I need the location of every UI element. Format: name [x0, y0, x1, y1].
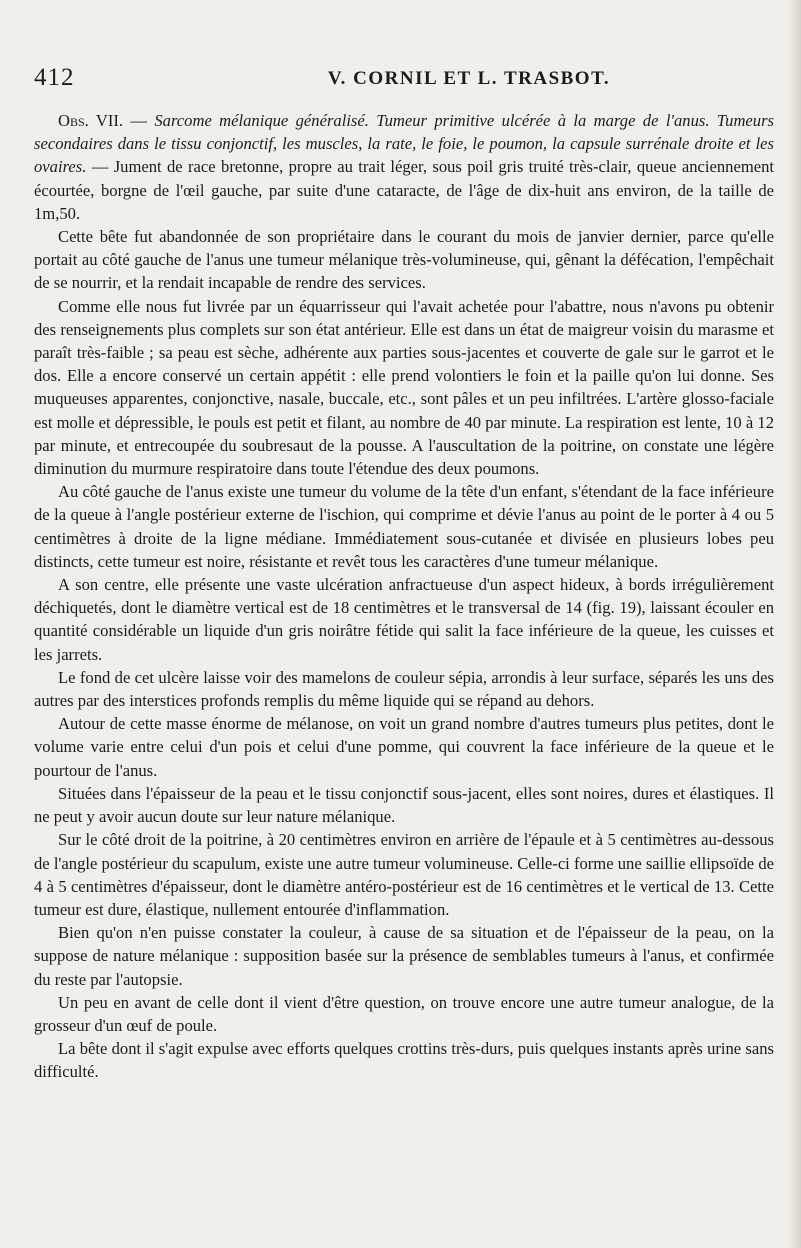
paragraph: Bien qu'on n'en puisse constater la couleur, à cause de sa situation et de l'épaisseur de la peau, on la suppose de nature mélanique : supposition basée sur la présence de semblables tumeurs à l'anus, et confirmée du reste par l'autopsie.: [34, 923, 774, 989]
paragraph: Cette bête fut abandonnée de son propriétaire dans le courant du mois de janvier dernier, parce qu'elle portait au côté gauche de l'anus une tumeur mélanique très-volumineuse, qui, gênant la défécation, l'empêchait de se nourrir, et la rendait incapable de rendre des services.: [34, 227, 774, 293]
paragraph: La bête dont il s'agit expulse avec efforts quelques crottins très-durs, puis quelques instants après urine sans difficulté.: [34, 1039, 774, 1082]
paragraph: Sur le côté droit de la poitrine, à 20 centimètres environ en arrière de l'épaule et à 5 centimètres au-dessous de l'angle postérieur du scapulum, existe une autre tumeur volumineuse. Celle-ci forme une saillie ellipsoïde de 4 à 5 centimètres d'épaisseur, dont le diamètre antéro-postérieur est de 16 centimètres et le vertical de 13. Cette tumeur est dure, élastique, nullement entourée d'inflammation.: [34, 830, 774, 919]
observation-title: Sarcome mélanique généralisé. Tumeur primitive ulcérée à la marge de l'anus. Tumeurs secondaires dans le tissu conjonctif, les muscles, la rate, le foie, le poumon, la capsule surrénale droite et les ovaires.: [34, 111, 774, 177]
paragraph: Comme elle nous fut livrée par un équarrisseur qui l'avait achetée pour l'abattre, nous n'avons pu obtenir des renseignements plus complets sur son état antérieur. Elle est dans un état de maigreur voisin du marasme et paraît très-faible ; sa peau est sèche, adhérente aux parties sous-jacentes et couverte de gale sur le garrot et le dos. Elle a encore conservé un certain appétit : elle prend volontiers le foin et la paille qu'on lui donne. Ses muqueuses apparentes, conjonctive, nasale, buccale, etc., sont pâles et un peu infiltrées. L'artère glosso-faciale est molle et dépressible, le pouls est petit et filant, au nombre de 40 par minute. La respiration est lente, 10 à 12 par minute, et entrecoupée du soubresaut de la pousse. A l'auscultation de la poitrine, on constate une légère diminution du murmure respiratoire dans toute l'étendue des deux poumons.: [34, 296, 774, 479]
paragraph: Autour de cette masse énorme de mélanose, on voit un grand nombre d'autres tumeurs plus petites, dont le volume varie entre celui d'un pois et celui d'une pomme, qui couvrent la face inférieure de la queue et le pourtour de l'anus.: [34, 714, 774, 780]
observation-intro: — Jument de race bretonne, propre au trait léger, sous poil gris truité très-clair, queue anciennement écourtée, borgne de l'œil gauche, par suite d'une cataracte, de l'âge de dix-huit ans environ, de la taille de 1m,50.: [34, 157, 774, 223]
page-edge-shadow: [787, 0, 801, 1248]
observation-paragraph: [34, 109, 774, 225]
paragraph: A son centre, elle présente une vaste ulcération anfractueuse d'un aspect hideux, à bords irrégulièrement déchiquetés, dont le diamètre vertical est de 18 centimètres et le transversal de 14 (fig. 19), laissant écouler en quantité considérable un liquide d'un gris noirâtre fétide qui salit la face inférieure de la queue, les cuisses et les jarrets.: [34, 575, 774, 664]
paragraph: Au côté gauche de l'anus existe une tumeur du volume de la tête d'un enfant, s'étendant de la face inférieure de la queue à l'angle postérieur externe de l'ischion, qui comprime et dévie l'anus au point de le porter à 4 ou 5 centimètres à droite de la ligne médiane. Immédiatement sous-cutanée et divisée en plusieurs lobes peu distincts, cette tumeur est noire, résistante et revêt tous les caractères d'une tumeur mélanique.: [34, 482, 774, 571]
paragraph: Un peu en avant de celle dont il vient d'être question, on trouve encore une autre tumeur analogue, de la grosseur d'un œuf de poule.: [34, 992, 774, 1035]
body-text: [34, 109, 774, 1084]
paragraph: Situées dans l'épaisseur de la peau et le tissu conjonctif sous-jacent, elles sont noires, dures et élastiques. Il ne peut y avoir aucun doute sur leur nature mélanique.: [34, 783, 774, 827]
running-head: V. CORNIL ET L. TRASBOT.: [327, 68, 611, 89]
observation-label: Obs. VII.: [58, 111, 124, 130]
observation-dash: —: [123, 111, 155, 130]
paragraph: Le fond de cet ulcère laisse voir des mamelons de couleur sépia, arrondis à leur surface, séparés les uns des autres par des interstices profonds remplis du même liquide qui se répand au dehors.: [34, 667, 774, 711]
page-number: 412: [34, 64, 75, 91]
page-header: [34, 64, 774, 98]
